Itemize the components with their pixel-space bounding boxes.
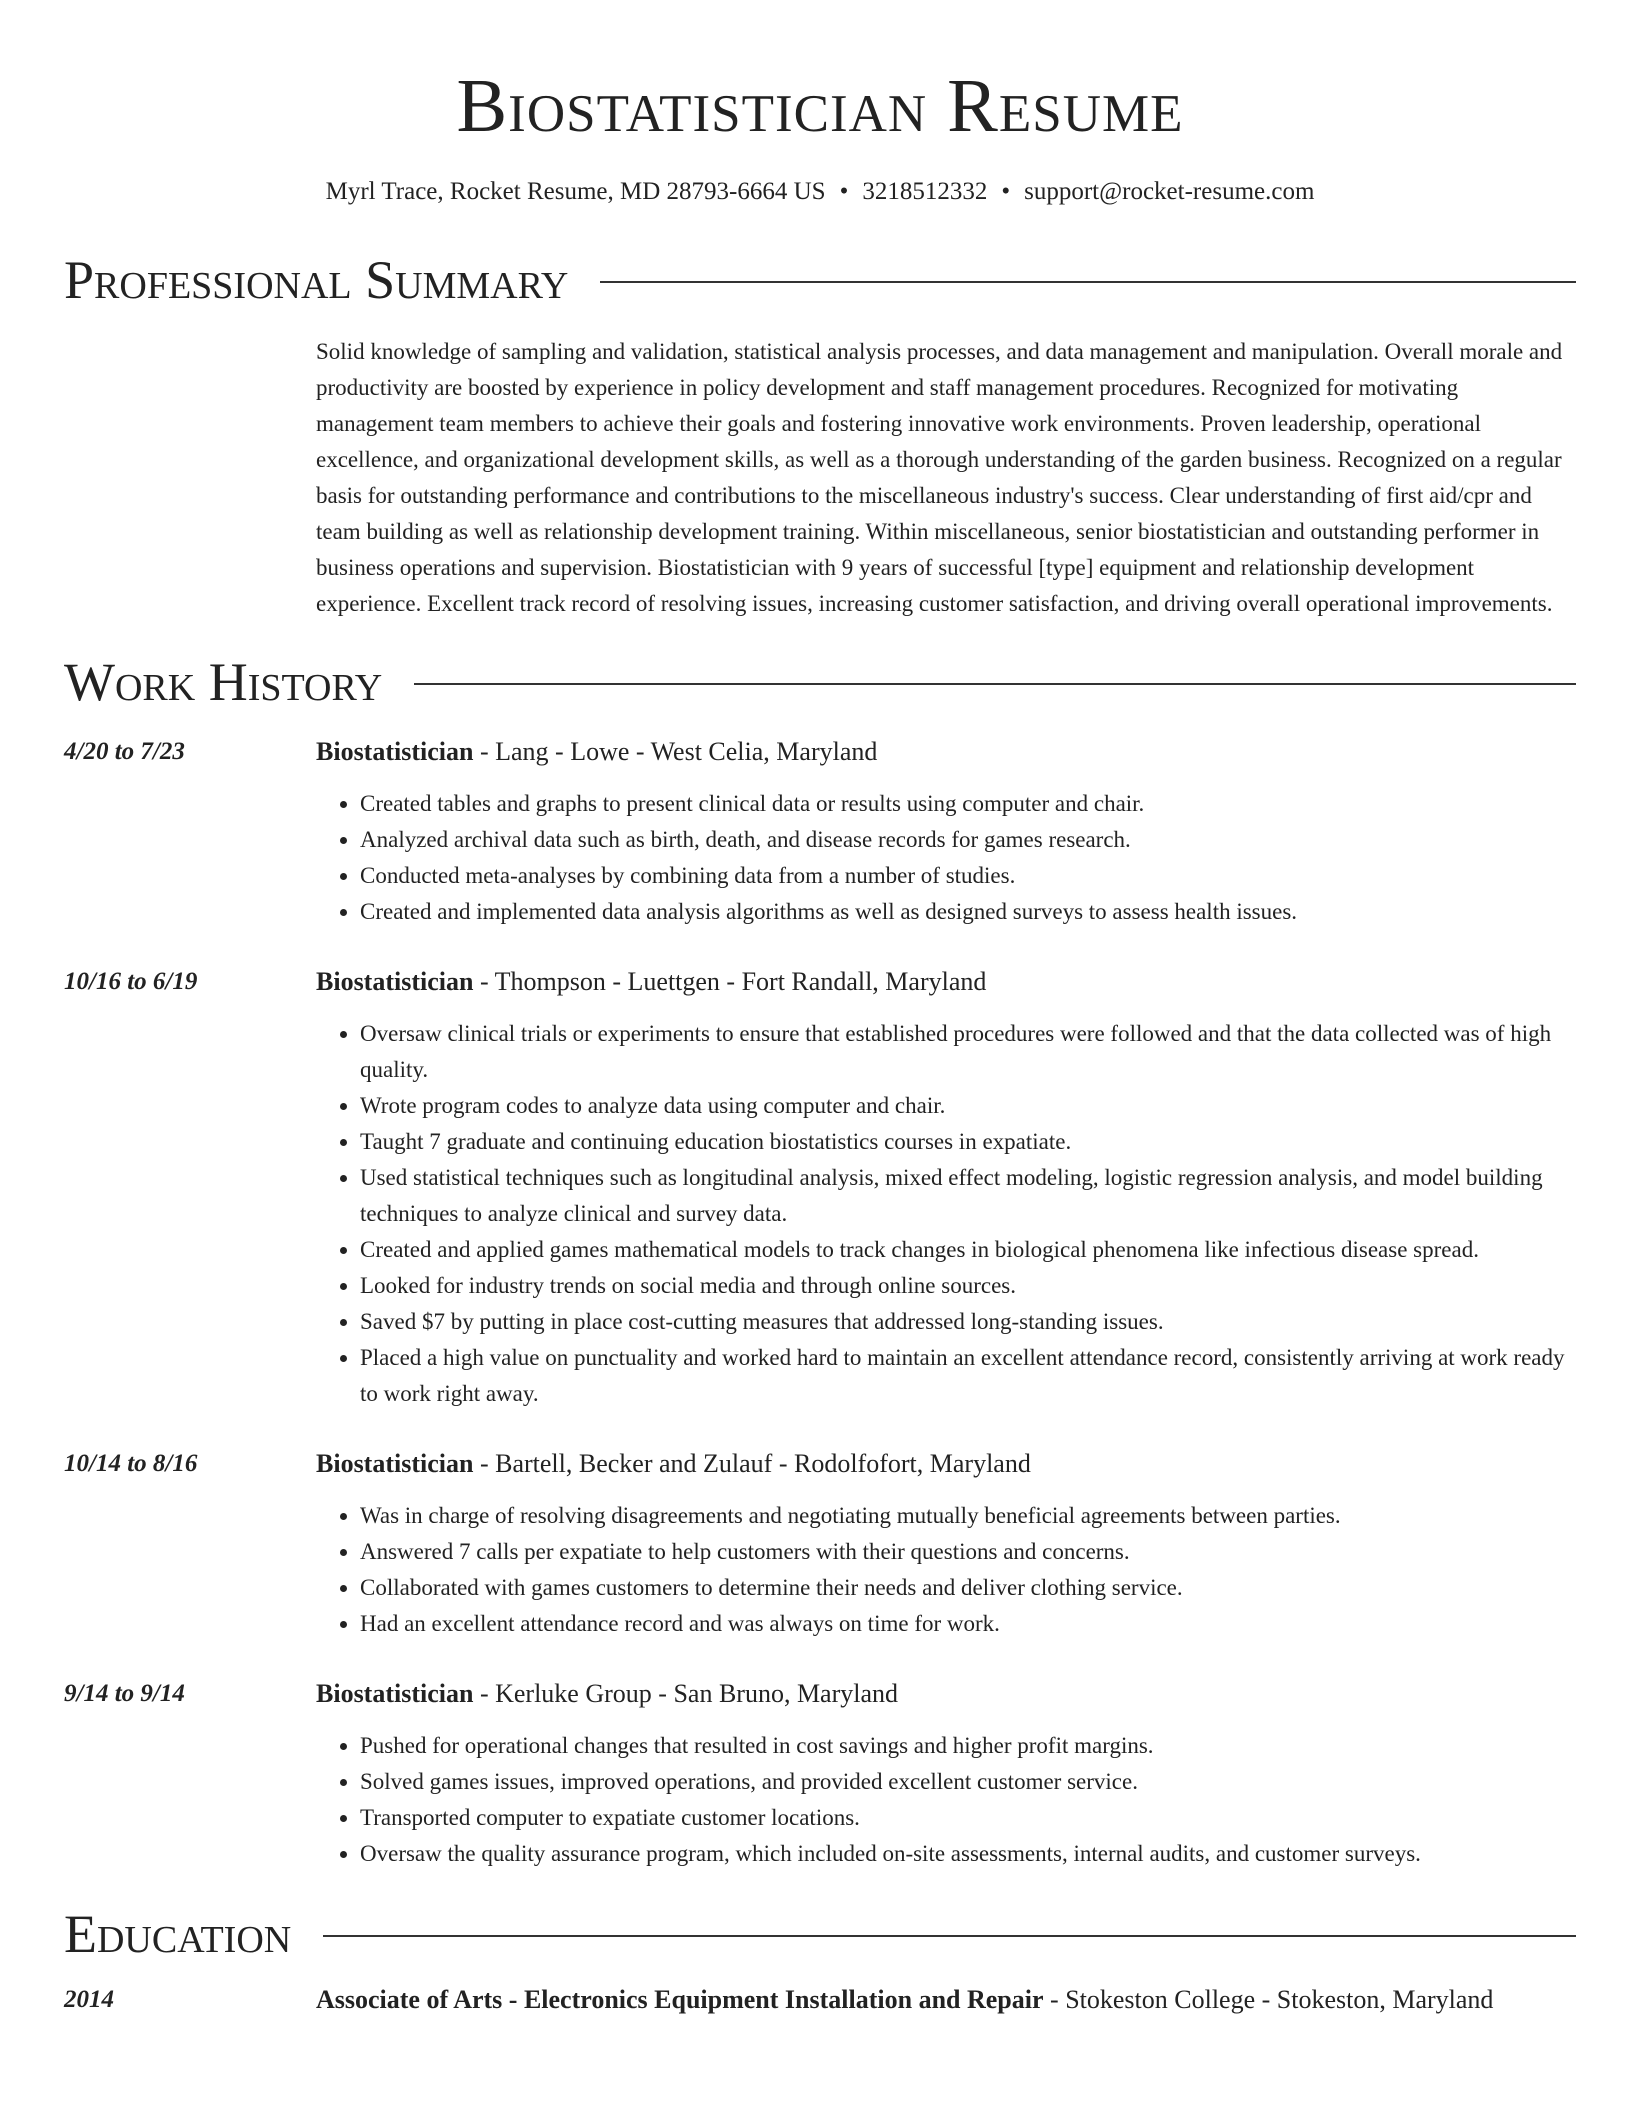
- job-title: Biostatistician: [316, 1449, 474, 1478]
- job-employer: - Bartell, Becker and Zulauf - Rodolfofort, Maryland: [473, 1449, 1031, 1478]
- summary-heading: Professional Summary: [64, 250, 569, 310]
- section-divider: [600, 281, 1576, 283]
- job-entry: [64, 1674, 1576, 1872]
- job-bullet: • Analyzed archival data such as birth, death, and disease records for games research.: [360, 822, 1576, 858]
- contact-phone: 3218512332: [862, 178, 988, 205]
- job-entry: [64, 732, 1576, 930]
- education-section-header: [64, 1902, 1576, 1966]
- job-bullet: • Solved games issues, improved operations, and provided excellent customer service.: [360, 1764, 1576, 1800]
- summary-section-header: [64, 248, 1576, 312]
- job-body: [316, 962, 1576, 1412]
- job-bullet: • Taught 7 graduate and continuing education biostatistics courses in expatiate.: [360, 1124, 1576, 1160]
- job-role-line: [316, 1674, 1576, 1714]
- education-entry: [64, 1980, 1576, 2020]
- job-employer: - Lang - Lowe - West Celia, Maryland: [473, 737, 878, 766]
- job-bullet: • Was in charge of resolving disagreements and negotiating mutually beneficial agreements between parties.: [360, 1498, 1576, 1534]
- contact-email: support@rocket-resume.com: [1024, 178, 1315, 205]
- job-role-line: [316, 1444, 1576, 1484]
- job-bullet: • Transported computer to expatiate customer locations.: [360, 1800, 1576, 1836]
- job-bullets: [316, 1016, 1576, 1412]
- job-title: Biostatistician: [316, 737, 474, 766]
- job-entry: [64, 962, 1576, 1412]
- job-entry: [64, 1444, 1576, 1642]
- job-bullet: • Answered 7 calls per expatiate to help customers with their questions and concerns.: [360, 1534, 1576, 1570]
- education-school: - Stokeston College - Stokeston, Maryland: [1043, 1985, 1494, 2014]
- work-history-section-header: [64, 650, 1576, 714]
- job-title: Biostatistician: [316, 1679, 474, 1708]
- job-bullet: • Created and applied games mathematical models to track changes in biological phenomena like infectious disease spread.: [360, 1232, 1576, 1268]
- job-dates: 10/16 to 6/19: [64, 968, 198, 995]
- job-bullet: • Created tables and graphs to present clinical data or results using computer and chair.: [360, 786, 1576, 822]
- job-bullet: • Looked for industry trends on social media and through online sources.: [360, 1268, 1576, 1304]
- job-bullet: • Oversaw clinical trials or experiments to ensure that established procedures were followed and that the data collected was of high quality.: [360, 1016, 1576, 1088]
- education-line: [316, 1980, 1576, 2020]
- education-year: 2014: [64, 1986, 114, 2013]
- contact-address: Myrl Trace, Rocket Resume, MD 28793-6664 US: [325, 178, 826, 205]
- job-bullet: • Placed a high value on punctuality and worked hard to maintain an excellent attendance record, consistently arriving at work ready to work right away.: [360, 1340, 1576, 1412]
- job-employer: - Thompson - Luettgen - Fort Randall, Maryland: [473, 967, 987, 996]
- job-bullet: • Used statistical techniques such as longitudinal analysis, mixed effect modeling, logistic regression analysis, and model building techniques to analyze clinical and survey data.: [360, 1160, 1576, 1232]
- job-bullet: • Saved $7 by putting in place cost-cutting measures that addressed long-standing issues.: [360, 1304, 1576, 1340]
- education-degree: Associate of Arts - Electronics Equipment Installation and Repair: [316, 1985, 1044, 2014]
- job-role-line: [316, 962, 1576, 1002]
- job-bullet: • Had an excellent attendance record and was always on time for work.: [360, 1606, 1576, 1642]
- job-bullet: • Created and implemented data analysis algorithms as well as designed surveys to assess health issues.: [360, 894, 1576, 930]
- resume-title: Biostatistician Resume: [456, 64, 1184, 148]
- job-bullet: • Collaborated with games customers to determine their needs and deliver clothing service.: [360, 1570, 1576, 1606]
- job-bullet: • Wrote program codes to analyze data using computer and chair.: [360, 1088, 1576, 1124]
- section-divider: [414, 683, 1576, 685]
- job-body: [316, 732, 1576, 930]
- job-bullets: [316, 786, 1576, 930]
- job-dates: 4/20 to 7/23: [64, 738, 185, 765]
- education-heading: Education: [64, 1904, 292, 1964]
- work-history-heading: Work History: [64, 652, 383, 712]
- job-bullets: [316, 1728, 1576, 1872]
- contact-separator: •: [839, 178, 849, 205]
- resume-page: [64, 0, 1576, 2020]
- job-role-line: [316, 732, 1576, 772]
- job-body: [316, 1444, 1576, 1642]
- job-bullet: • Conducted meta-analyses by combining data from a number of studies.: [360, 858, 1576, 894]
- job-dates: 10/14 to 8/16: [64, 1450, 198, 1477]
- contact-line: [64, 176, 1576, 208]
- job-bullet: • Pushed for operational changes that resulted in cost savings and higher profit margins.: [360, 1728, 1576, 1764]
- job-dates: 9/14 to 9/14: [64, 1680, 185, 1707]
- job-title: Biostatistician: [316, 967, 474, 996]
- job-body: [316, 1674, 1576, 1872]
- education-body: [316, 1980, 1576, 2020]
- section-divider: [323, 1935, 1576, 1937]
- job-bullets: [316, 1498, 1576, 1642]
- job-employer: - Kerluke Group - San Bruno, Maryland: [473, 1679, 899, 1708]
- summary-text: Solid knowledge of sampling and validation, statistical analysis processes, and data management and manipulation. Overall morale and productivity are boosted by experience in policy development and staff management procedures. Recognized for motivating management team members to achieve their goals and fostering innovative work environments. Proven leadership, operational excellence, and organizational development skills, as well as a thorough understanding of the garden business. Recognized on a regular basis for outstanding performance and contributions to the miscellaneous industry's success. Clear understanding of first aid/cpr and team building as well as relationship development training. Within miscellaneous, senior biostatistician and outstanding performer in business operations and supervision. Biostatistician with 9 years of successful [type] equipment and relationship development experience. Excellent track record of resolving issues, increasing customer satisfaction, and driving overall operational improvements.: [316, 339, 1563, 616]
- job-bullet: • Oversaw the quality assurance program, which included on-site assessments, internal audits, and customer surveys.: [360, 1836, 1576, 1872]
- contact-separator: •: [1001, 178, 1011, 205]
